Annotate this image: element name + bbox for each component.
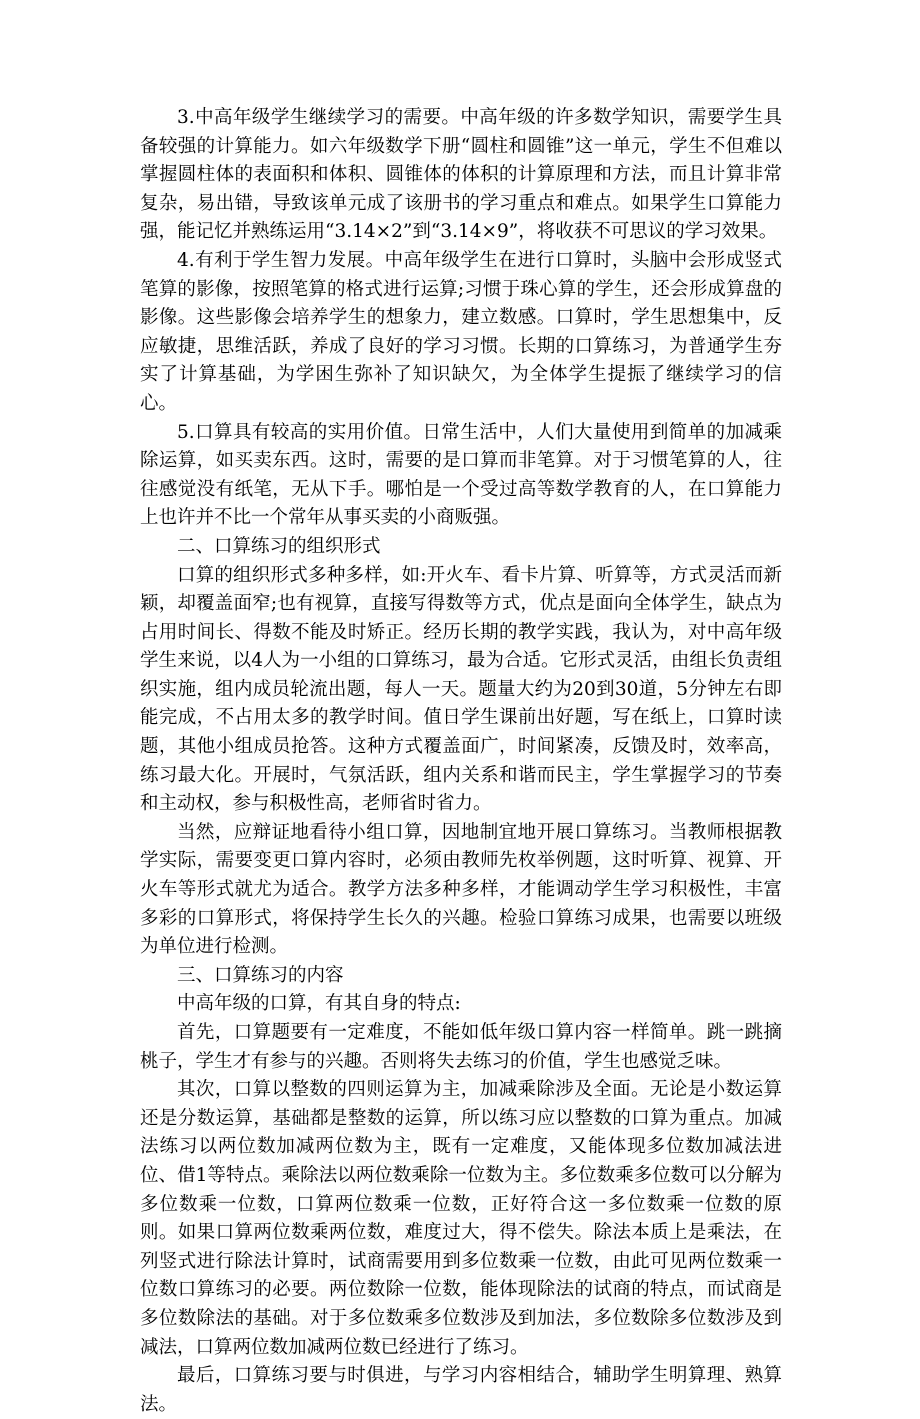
paragraph-first: 首先，口算题要有一定难度，不能如低年级口算内容一样简单。跳一跳摘桃子，学生才有参与的兴趣。否则将失去练习的价值，学生也感觉乏味。	[140, 1022, 782, 1072]
paragraph-characteristics-intro: 中高年级的口算，有其自身的特点:	[177, 993, 461, 1015]
paragraph-reason-3: 3.中高年级学生继续学习的需要。中高年级的许多数学知识，需要学生具备较强的计算能力。如六年级数学下册“圆柱和圆锥”这一单元，学生不但难以掌握圆柱体的表面积和体积、圆锥体的体积的计算原理和方法，而且计算非常复杂，易出错，导致该单元成了该册书的学习重点和难点。如果学生口算能力强，能记忆并熟练运用“3.14×2”到“3.14×9”，将收获不可思议的学习效果。	[140, 107, 782, 243]
document-body	[140, 104, 782, 1419]
section-heading-3: 三、口算练习的内容	[177, 964, 344, 986]
section-heading-2: 二、口算练习的组织形式	[177, 535, 381, 557]
paragraph-last: 最后，口算练习要与时俱进，与学习内容相结合，辅助学生明算理、熟算法。	[140, 1365, 782, 1415]
paragraph-reason-5: 5.口算具有较高的实用价值。日常生活中，人们大量使用到简单的加减乘除运算，如买卖东西。这时，需要的是口算而非笔算。对于习惯笔算的人，往往感觉没有纸笔，无从下手。哪怕是一个受过高等数学教育的人，在口算能力上也许并不比一个常年从事买卖的小商贩强。	[140, 421, 782, 529]
paragraph-second: 其次，口算以整数的四则运算为主，加减乘除涉及全面。无论是小数运算还是分数运算，基础都是整数的运算，所以练习应以整数的口算为重点。加减法练习以两位数加减两位数为主，既有一定难度，又能体现多位数加减法进位、借1等特点。乘除法以两位数乘除一位数为主。多位数乘多位数可以分解为多位数乘一位数，口算两位数乘一位数，正好符合这一多位数乘一位数的原则。如果口算两位数乘两位数，难度过大，得不偿失。除法本质上是乘法，在列竖式进行除法计算时，试商需要用到多位数乘一位数，由此可见两位数乘一位数口算练习的必要。两位数除一位数，能体现除法的试商的特点，而试商是多位数除法的基础。对于多位数乘多位数涉及到加法，多位数除多位数涉及到减法，口算两位数加减两位数已经进行了练习。	[140, 1079, 782, 1358]
paragraph-group-oral-calc: 当然，应辩证地看待小组口算，因地制宜地开展口算练习。当教师根据教学实际，需要变更口算内容时，必须由教师先枚举例题，这时听算、视算、开火车等形式就尤为适合。教学方法多种多样，才能调动学生学习积极性，丰富多彩的口算形式，将保持学生长久的兴趣。检验口算练习成果，也需要以班级为单位进行检测。	[140, 821, 782, 958]
paragraph-reason-4: 4.有利于学生智力发展。中高年级学生在进行口算时，头脑中会形成竖式笔算的影像，按照笔算的格式进行运算;习惯于珠心算的学生，还会形成算盘的影像。这些影像会培养学生的想象力，建立数感。口算时，学生思想集中，反应敏捷，思维活跃，养成了良好的学习习惯。长期的口算练习，为普通学生夯实了计算基础，为学困生弥补了知识缺欠，为全体学生提振了继续学习的信心。	[140, 249, 782, 414]
paragraph-organization-forms: 口算的组织形式多种多样，如:开火车、看卡片算、听算等，方式灵活而新颖，却覆盖面窄;也有视算，直接写得数等方式，优点是面向全体学生，缺点为占用时间长、得数不能及时矫正。经历长期的教学实践，我认为，对中高年级学生来说，以4人为一小组的口算练习，最为合适。它形式灵活，由组长负责组织实施，组内成员轮流出题，每人一天。题量大约为20到30道，5分钟左右即能完成，不占用太多的教学时间。值日学生课前出好题，写在纸上，口算时读题，其他小组成员抢答。这种方式覆盖面广，时间紧凑，反馈及时，效率高，练习最大化。开展时，气氛活跃，组内关系和谐而民主，学生掌握学习的节奏和主动权，参与积极性高，老师省时省力。	[140, 564, 782, 815]
